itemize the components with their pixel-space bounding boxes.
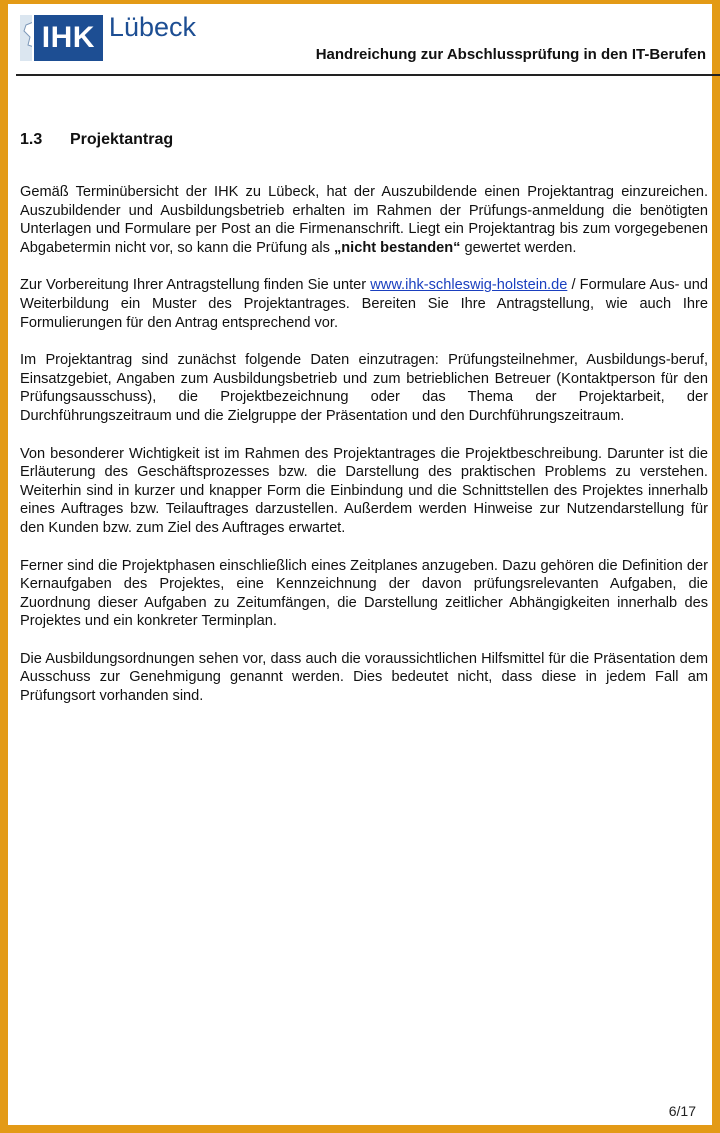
section-title: Projektantrag <box>70 131 174 148</box>
paragraph-1-text: Gemäß Terminübersicht der IHK zu Lübeck, hat der Auszubildende einen Projektantrag einzureichen. Auszubildender und Ausbildungsbetrieb erhalten im Rahmen der Prüfungs-anmeldung die benötigten Unterlagen und Formulare per Post an die Firmenanschrift. Liegt ein Projektantrag bis zum vorgegebenen Abgabetermin nicht vor, so kann die Prüfung als <box>20 184 708 256</box>
paragraph-6: Die Ausbildungsordnungen sehen vor, dass auch die voraussichtlichen Hilfsmittel für die Präsentation dem Ausschuss zur Genehmigung genannt werden. Dies bedeutet nicht, dass diese in jedem Fall am Prüfungsort vorhanden sind. <box>20 650 708 705</box>
section-number: 1.3 <box>20 131 43 148</box>
paragraph-1-tail: gewertet werden. <box>460 239 577 256</box>
schleswig-holstein-map-icon <box>20 15 32 61</box>
page-header <box>16 8 720 76</box>
document-title: Handreichung zur Abschlussprüfung in den IT-Berufen <box>315 46 706 63</box>
paragraph-1 <box>20 183 708 257</box>
paragraph-2-tail: / Formulare Aus- und Weiterbildung ein Muster des Projektantrages. Bereiten Sie Ihre Antragstellung, wie auch Ihre Formulierungen für den Antrag entsprechend vor. <box>20 277 709 331</box>
ihk-logo-city: Lübeck <box>108 12 196 42</box>
paragraph-4: Von besonderer Wichtigkeit ist im Rahmen des Projektantrages die Projektbeschreibung. Darunter ist die Erläuterung des Geschäftsprozesses bzw. die Darstellung des praktischen Problems zu verstehen. Weiterhin sind in kurzer und knapper Form die Einbindung und die Schnittstellen des Projektes innerhalb eines Auftrages bzw. Teilauftrages darzustellen. Außerdem werden Hinweise zur Nutzendarstellung für den Kunden bzw. zum Ziel des Auftrages erwartet. <box>20 445 708 536</box>
ihk-logo-text: IHK <box>34 15 103 61</box>
paragraph-3: Im Projektantrag sind zunächst folgende Daten einzutragen: Prüfungsteilnehmer, Ausbildungs-beruf, Einsatzgebiet, Angaben zum Ausbildungsbetrieb und zum betrieblichen Betreuer (Kontaktperson für den Prüfungsausschuss), die Projektbezeichnung oder das Thema der Projektarbeit, der Durchführungszeitraum und die Zielgruppe der Präsentation und den Durchführungszeitraum. <box>20 352 708 424</box>
main-content <box>20 131 708 725</box>
section-heading <box>20 131 708 149</box>
paragraph-2-text: Zur Vorbereitung Ihrer Antragstellung finden Sie unter <box>20 277 371 294</box>
header-divider <box>16 74 720 76</box>
paragraph-1-emphasis: „nicht bestanden“ <box>333 239 461 256</box>
paragraph-5: Ferner sind die Projektphasen einschließlich eines Zeitplanes anzugeben. Dazu gehören die Definition der Kernaufgaben des Projektes, eine Kennzeichnung der davon prüfungsrelevanten Aufgaben, die Zuordnung dieser Aufgaben zu Zeitumfängen, die Darstellung zeitlicher Abhängigkeiten innerhalb des Projektes und ein konkreter Terminplan. <box>20 557 708 630</box>
ihk-website-link[interactable]: www.ihk-schleswig-holstein.de <box>370 277 568 294</box>
ihk-logo <box>20 12 196 64</box>
page-number: 6/17 <box>668 1103 696 1119</box>
paragraph-2 <box>20 276 708 332</box>
